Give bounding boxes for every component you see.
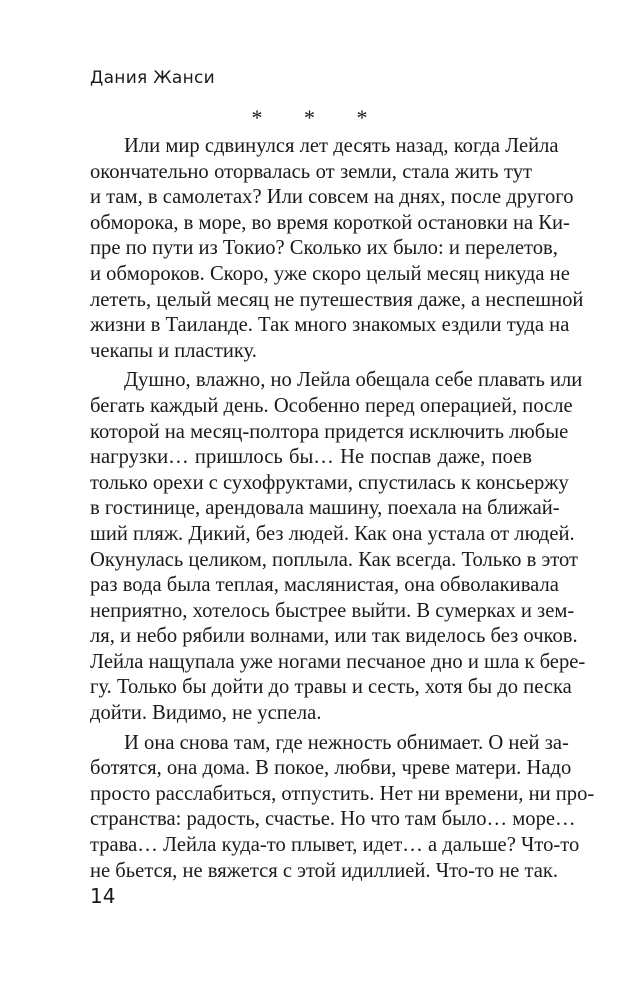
text-line: окончательно оторвалась от земли, стала жить тут (90, 160, 532, 183)
text-line: обморока, в море, во время короткой остановки на Ки- (90, 211, 570, 234)
text-line: просто расслабиться, отпустить. Нет ни времени, ни про- (90, 782, 595, 805)
paragraph-3 (90, 731, 595, 885)
text-line: дойти. Видимо, не успела. (90, 702, 322, 725)
paragraph-1 (90, 134, 584, 364)
text-line: не бьется, не вяжется с этой идиллией. Что-то не так. (90, 859, 558, 882)
text-line: чекапы и пластику. (90, 339, 257, 362)
text-line: раз вода была теплая, маслянистая, она обволакивала (90, 574, 559, 597)
page-number: 14 (90, 884, 116, 908)
text-line: в гостинице, арендовала машину, поехала на ближай- (90, 497, 560, 520)
text-line: только орехи с сухофруктами, спустилась к консьержу (90, 471, 569, 494)
text-line: гу. Только бы дойти до травы и сесть, хотя бы до песка (90, 676, 572, 699)
text-line: бегать каждый день. Особенно перед операцией, после (90, 394, 573, 417)
text-line: Или мир сдвинулся лет десять назад, когда Лейла (124, 135, 559, 157)
text-line: жизни в Таиланде. Так много знакомых ездили туда на (90, 314, 570, 337)
text-line: трава… Лейла куда-то плывет, идет… а дальше? Что-то (90, 834, 580, 857)
running-head-author: Дания Жанси (90, 68, 216, 88)
text-line: И она снова там, где нежность обнимает. О ней за- (124, 731, 569, 754)
text-line: Лейла нащупала уже ногами песчаное дно и шла к бере- (90, 650, 586, 673)
text-line: странства: радость, счастье. Но что там было… море… (90, 808, 576, 831)
body-text (90, 134, 595, 888)
text-line: и обмороков. Скоро, уже скоро целый месяц никуда не (90, 262, 570, 285)
text-line: Окунулась целиком, поплыла. Как всегда. Только в этот (90, 548, 579, 571)
text-line: ля, и небо рябили волнами, или так виделось без очков. (90, 625, 578, 648)
text-line: нагрузки… пришлось бы… Не поспав даже, поев (90, 446, 532, 469)
text-line: ботятся, она дома. В покое, любви, чреве матери. Надо (90, 757, 572, 780)
section-break-asterism: * * * (251, 105, 386, 130)
text-line: и там, в самолетах? Или совсем на днях, после другого (90, 186, 574, 209)
text-line: лететь, целый месяц не путешествия даже, а неспешной (90, 288, 584, 311)
text-line: ший пляж. Дикий, без людей. Как она устала от людей. (90, 522, 575, 545)
paragraph-2 (90, 368, 586, 726)
text-line: неприятно, хотелось быстрее выйти. В сумерках и зем- (90, 599, 575, 622)
text-line: пре по пути из Токио? Сколько их было: и перелетов, (90, 237, 558, 260)
text-line: Душно, влажно, но Лейла обещала себе плавать или (124, 369, 583, 392)
text-line: которой на месяц-полтора придется исключить любые (90, 420, 569, 443)
